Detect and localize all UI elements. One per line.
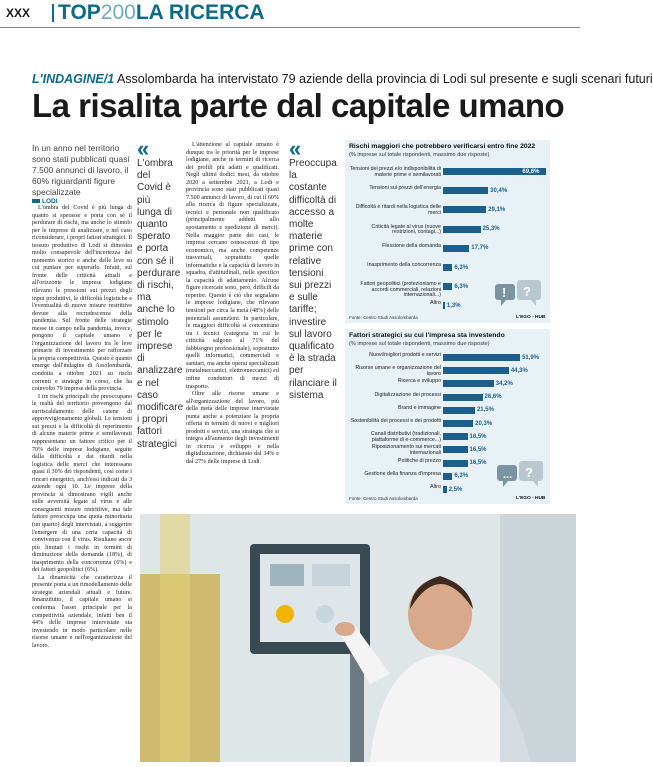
bar [443, 187, 488, 194]
pull-quote-text: L'ombra del Covid è più lunga di quanto sperato e porta con sé il perdurare di rischi, ma anche lo stimolo per le imprese di analizzare e nel caso modificare i propri fattori strategici [137, 158, 184, 450]
svg-text:?: ? [525, 465, 533, 480]
section-prefix: TOP [58, 1, 101, 24]
article-column-2 [186, 142, 279, 467]
bar-category-label: Inasprimento della concorrenza [367, 262, 441, 268]
bar [443, 245, 469, 252]
speech-bubbles-icon [493, 278, 549, 312]
bar-value-label: 29,1% [488, 206, 506, 213]
headline: La risalita parte dal capitale umano [32, 87, 565, 124]
chart-source: Fonte: Centro Studi Assolombarda [349, 496, 418, 501]
article-column-1 [32, 198, 132, 650]
section-divider [52, 4, 54, 22]
bar-category-label: Tensioni dei prezzi e/o indisponibilità di materie prime e semilavorati [349, 166, 441, 178]
bar [443, 486, 447, 493]
bar [443, 420, 473, 427]
bar-category-label: Politiche di prezzo [398, 457, 441, 464]
bar-category-label: Canali distributivi (tradizionali, piattaforme di e-commerce...) [370, 431, 441, 443]
chart-risks [345, 140, 550, 323]
bar-category-label: Altro [430, 300, 441, 307]
bar-value-label: 69,6% [522, 168, 540, 175]
bar-value-label: 51,9% [522, 354, 540, 361]
paragraph: Oltre alle risorse umane e all'organizzazione del lavoro, più della metà delle imprese intervistate punta anche a potenziare la propria offerta in termini di nuovi e migliori prodotti e servizi, una strategia che si integra all'aumento degli investimenti in ricerca e sviluppo e nella digitalizzazione, dichiarato dal 34% e dal 27% delle imprese di Lodi. [186, 391, 279, 465]
bar-value-label: 16,5% [469, 460, 487, 467]
chart-subtitle: (% imprese sul totale rispondenti, massimo due risposte) [349, 341, 490, 347]
bar-value-label: 20,3% [475, 420, 493, 427]
bar-category-label: Risorse umane e organizzazione del lavoro [355, 365, 441, 377]
bar-value-label: 30,4% [490, 187, 508, 194]
svg-text:...: ... [503, 469, 513, 481]
bar [443, 367, 509, 374]
section-name: LA RICERCA [135, 1, 265, 24]
svg-text:?: ? [523, 284, 531, 299]
bar-category-label: Nuovi/migliori prodotti e servizi [369, 352, 441, 358]
bar-category-label: Flessione della domanda [382, 242, 441, 249]
bar-category-label: Brand e immagine [398, 404, 441, 411]
bar [443, 264, 452, 271]
bar [443, 446, 468, 453]
bar-category-label: Sostenibilità dei processi e dei prodotti [350, 418, 441, 424]
paragraph: L'attenzione al capitale umano è dunque tra le priorità per le imprese lodigiane, anche in termini di ricerca dei profili più adatti e qualificati. Negli ultimi dodici mesi, da ottobre 2020 a settembre 2021, a Lodi e provincia sono stati pubblicati quasi 7.500 annunci di lavoro, di cui il 60% alla ricerca di figure specializzate, tecnici e personale non qualificato (principalmente addetti allo spostamento e spedizione di merci). Nella maggior parte dei casi, le imprese cercano conoscenze di tipo economico, ma anche competenze trasversali, soprattutto quelle informatiche e la capacità di lavoro in squadra, d'attitudinali, nelle specifico la capacità di adattamento. Alcune figure ricercate sono, però, difficili da reperire. Questo è ciò che segnalano le imprese lodigiane, che rilevano tensioni per circa la metà (48%) delle potenziali assunzioni. In particolare, le maggiori difficoltà si concentrano tra i tecnici (categoria in cui le criticità salgono al 71% del fabbisogno professionale), soprattutto quelli informatici, commerciali e sanitari, ma anche operai specializzati (metalmeccanici, elettromeccanici) ed infine conduttori di mezzi di trasporto. [186, 142, 279, 390]
bar-category-label: Difficoltà e ritardi nella logistica delle merci [355, 204, 441, 216]
kicker-tag: L'INDAGINE/1 [32, 72, 115, 86]
pull-quote-1 [137, 136, 184, 451]
bar-value-label: 26,6% [484, 394, 502, 401]
header-rule [0, 27, 580, 28]
chart-title: Fattori strategici su cui l'impresa sta investendo [349, 332, 505, 339]
bar [443, 380, 494, 387]
bar-category-label: Digitalizzazione dei processi [374, 391, 441, 398]
bar [443, 407, 475, 414]
speech-bubbles-icon [495, 459, 549, 493]
ego-hub-logo: L'EGO - HUB [516, 315, 546, 320]
bar [443, 460, 468, 467]
bar [443, 433, 468, 440]
bar-category-label: Tensioni sui prezzi dell'energia [369, 185, 441, 192]
bar-value-label: 6,3% [454, 264, 469, 271]
paragraph: I tre rischi principali che preoccupano le realtà del territorio provengono dal surriscaldamento delle catene di approvvigionamento globali. Le tensioni sui prezzi e la difficoltà di reperimento di alcune materie prime e semilavorati rappresentano un fattore critico per il 70% delle imprese lodigiane, seguite dalla difficoltà e dai ritardi nella logistica delle merci che interessano quasi il 30% dei rispondenti, così come i rincari energetici, anch'essi indicati da 3 aziende ogni 10. Le imprese della provincia si dimostrano vigili anche sulle avversità legate al virus e alle conseguenti misure restrittive, ma tale fattore preoccupa una quota minoritaria (un quarto) degli intervistati, a suggerire l'emergere di una certa capacità di convivenza con il virus. Risultano ancor più limitati i rischi in termini di diminuzione della domanda (18%), di inasprimento della concorrenza (6%) e dei fattori geopolitici (6%). [32, 393, 132, 574]
chart-title: Rischi maggiori che potrebbero verificarsi entro fine 2022 [349, 143, 536, 150]
chart-source: Fonte: Centro Studi Assolombarda [349, 315, 418, 320]
page-number: XXX [6, 6, 31, 20]
bar-value-label: 25,3% [482, 226, 500, 233]
kicker [32, 72, 653, 86]
photo-illustration [140, 514, 576, 762]
bar-value-label: 21,5% [476, 407, 494, 414]
paragraph: La dinamicità che caratterizza il presente porta a un rimodellamento delle strategie aziendali attuali e future. Innanzitutto, il capitale umano si conferma l'asset principale per la competitività aziendale, infatti ben il 44% delle imprese intervistate sta investendo in modo particolare nelle risorse umane e nell'organizzazione del lavoro. [32, 574, 132, 649]
bar-value-label: 2,5% [448, 486, 463, 493]
bar-value-label: 16,5% [469, 433, 487, 440]
bar [443, 473, 452, 480]
bar-category-label: Riposizionamento sui mercati internazionali [371, 444, 441, 456]
bar-value-label: 6,3% [454, 283, 469, 290]
ego-hub-logo: L'EGO - HUB [516, 496, 546, 501]
quote-mark-icon: « [289, 136, 302, 161]
bar [443, 206, 486, 213]
bar-value-label: 17,7% [471, 245, 489, 252]
bar-category-label: Criticità legate al virus (nuove restrizioni, contagi...) [371, 223, 441, 236]
bar [443, 226, 481, 233]
pull-quote-text: Preoccupa la costante difficoltà di accesso a molte materie prime con relative tensioni sui prezzi e sulle tariffe; investire sul lavoro qualificato è la strada per rilanciare il sistema [289, 158, 337, 401]
section-number: 200 [100, 1, 136, 24]
bar-value-label: 1,3% [446, 302, 461, 309]
bar-value-label: 34,2% [495, 380, 513, 387]
bar [443, 394, 483, 401]
paragraph: L'ombra del Covid è più lunga di quanto si sperasse e porta con sé il perdurare di rischi, ma anche lo stimolo per le imprese di analizzare, e nel caso riconsiderare, i propri fattori strategici. Il tessuto produttivo di Lodi si dimostra molto consapevole dell'incertezza del momento storico e anche delle leve su cui puntare per superarlo. Infatti, sul fronte delle criticità attuali e all'orizzonte le imprese lodigiane rilevano le pressioni sui prezzi degli input produttivi, le difficoltà logistiche e l'eventualità di nuove misure restrittive dovute alla recrudescenza della pandemia. Sul fronte delle strategie messe in campo nella pandemia, invece, pongono il capitale umano e l'organizzazione del lavoro tra le leve primarie di investimento per rafforzare la propria competitività. Questo è quanto emerge dall'indagine di Assolombarda, condotta a ottobre 2021 su rischi correnti e strategie in corso, che ha coinvolto 79 imprese della provincia. [32, 205, 132, 393]
factory-worker-photo [140, 514, 576, 762]
bar-category-label: Altro [430, 484, 441, 490]
quote-mark-icon: « [137, 136, 150, 161]
kicker-text: Assolombarda ha intervistato 79 aziende della provincia di Lodi sul presente e sugli scenari futuri [116, 72, 653, 86]
bar [443, 354, 520, 361]
bar-value-label: 6,3% [454, 473, 469, 480]
bar [443, 283, 452, 290]
chart-strategic-factors [345, 329, 550, 504]
summary: In un anno nel territorio sono stati pubblicati quasi 7.500 annunci di lavoro, il 60% riguardanti figure specializzate [32, 143, 130, 197]
bar-value-label: 16,5% [469, 446, 487, 453]
bar-category-label: Ricerca e sviluppo [397, 378, 441, 385]
bar-category-label: Gestione della finanza d'impresa [364, 470, 441, 477]
bar-category-label: Fattori geopolitici (protezionismo e accordi commerciali, relazioni internazionali...) [360, 281, 441, 299]
chart-subtitle: (% imprese sul totale rispondenti, massimo due risposte) [349, 152, 490, 158]
bar [443, 302, 445, 309]
bar-value-label: 44,3% [510, 367, 528, 374]
section-title [58, 1, 265, 25]
dateline: LODI [32, 198, 132, 205]
svg-text:!: ! [502, 285, 507, 300]
pull-quote-2 [289, 136, 337, 402]
